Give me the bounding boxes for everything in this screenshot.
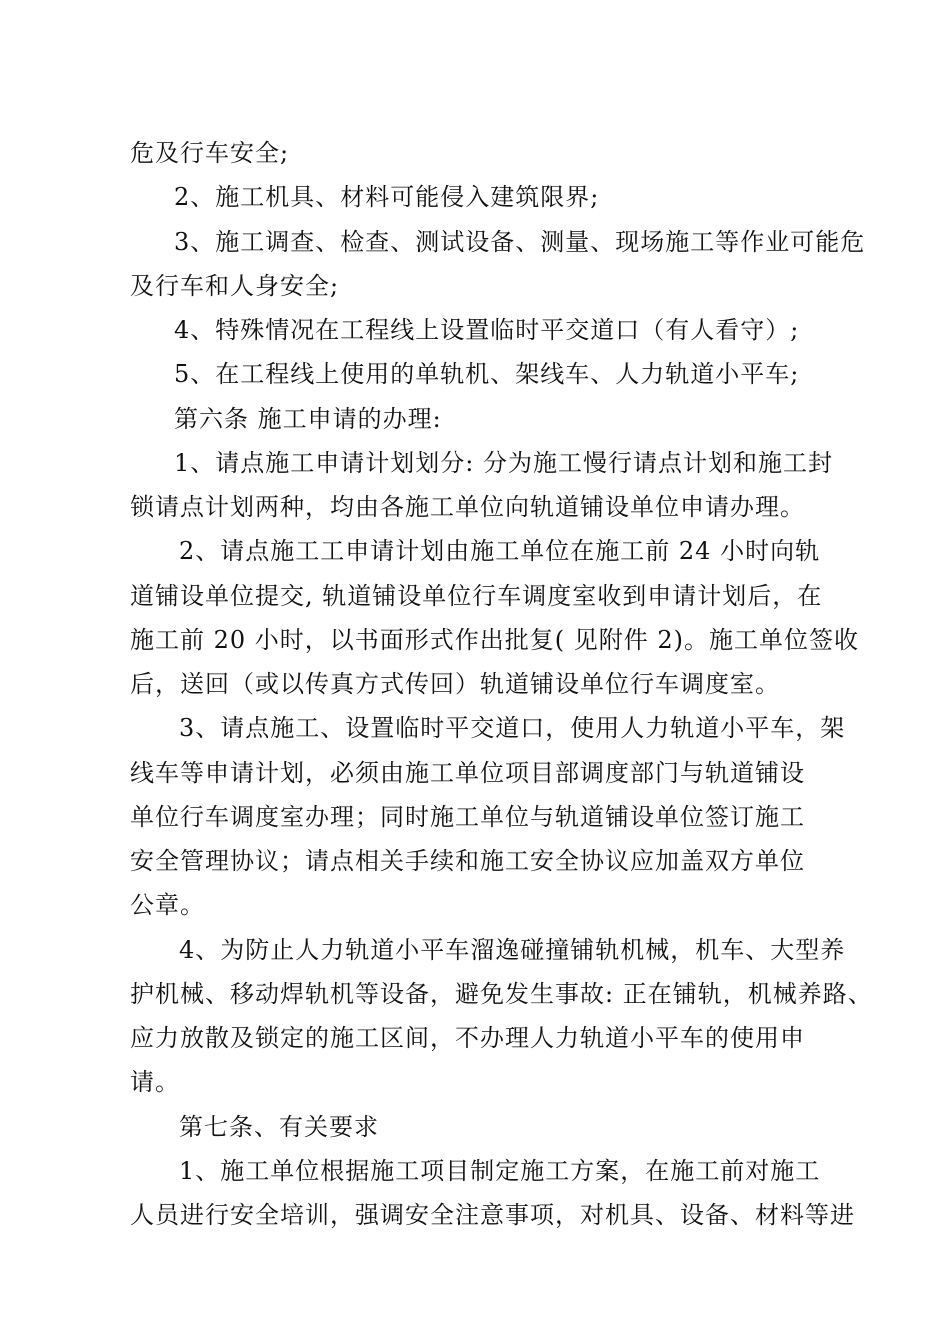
text-line: 3、施工调查、检查、测试设备、测量、现场施工等作业可能危 xyxy=(174,228,866,256)
text-line: 道铺设单位提交, 轨道铺设单位行车调度室收到申请计划后，在 xyxy=(130,582,823,610)
text-line: 公章。 xyxy=(130,891,205,919)
text-line: 单位行车调度室办理；同时施工单位与轨道铺设单位签订施工 xyxy=(130,803,805,831)
text-line: 施工前 20 小时，以书面形式作出批复( 见附件 2)。施工单位签收 xyxy=(130,626,860,654)
section-heading: 第七条、有关要求 xyxy=(179,1113,379,1141)
text-line: 2、施工机具、材料可能侵入建筑限界; xyxy=(174,183,600,211)
text-line: 锁请点计划两种，均由各施工单位向轨道铺设单位申请办理。 xyxy=(130,493,805,521)
text-line: 5、在工程线上使用的单轨机、架线车、人力轨道小平车; xyxy=(174,360,800,388)
text-line: 后，送回（或以传真方式传回）轨道铺设单位行车调度室。 xyxy=(130,670,780,698)
text-line: 1、施工单位根据施工项目制定施工方案，在施工前对施工 xyxy=(179,1157,821,1185)
text-line: 应力放散及锁定的施工区间，不办理人力轨道小平车的使用申 xyxy=(130,1024,805,1052)
text-line: 4、为防止人力轨道小平车溜逸碰撞铺轨机械，机车、大型养 xyxy=(179,936,846,964)
text-line: 危及行车安全; xyxy=(130,139,290,167)
section-heading: 第六条 施工申请的办理: xyxy=(174,405,442,433)
text-line: 1、请点施工申请计划划分: 分为施工慢行请点计划和施工封 xyxy=(174,449,833,477)
text-line: 3、请点施工、设置临时平交道口，使用人力轨道小平车，架 xyxy=(179,714,846,742)
text-line: 2、请点施工工申请计划由施工单位在施工前 24 小时向轨 xyxy=(179,537,821,565)
text-line: 人员进行安全培训，强调安全注意事项，对机具、设备、材料等进 xyxy=(130,1201,855,1229)
text-line: 护机械、移动焊轨机等设备，避免发生事故: 正在铺轨，机械养路、 xyxy=(130,980,873,1008)
text-line: 及行车和人身安全; xyxy=(130,272,340,300)
text-line: 线车等申请计划，必须由施工单位项目部调度部门与轨道铺设 xyxy=(130,759,805,787)
text-line: 请。 xyxy=(130,1068,180,1096)
text-line: 4、特殊情况在工程线上设置临时平交道口（有人看守）; xyxy=(174,316,800,344)
text-line: 安全管理协议；请点相关手续和施工安全协议应加盖双方单位 xyxy=(130,847,805,875)
